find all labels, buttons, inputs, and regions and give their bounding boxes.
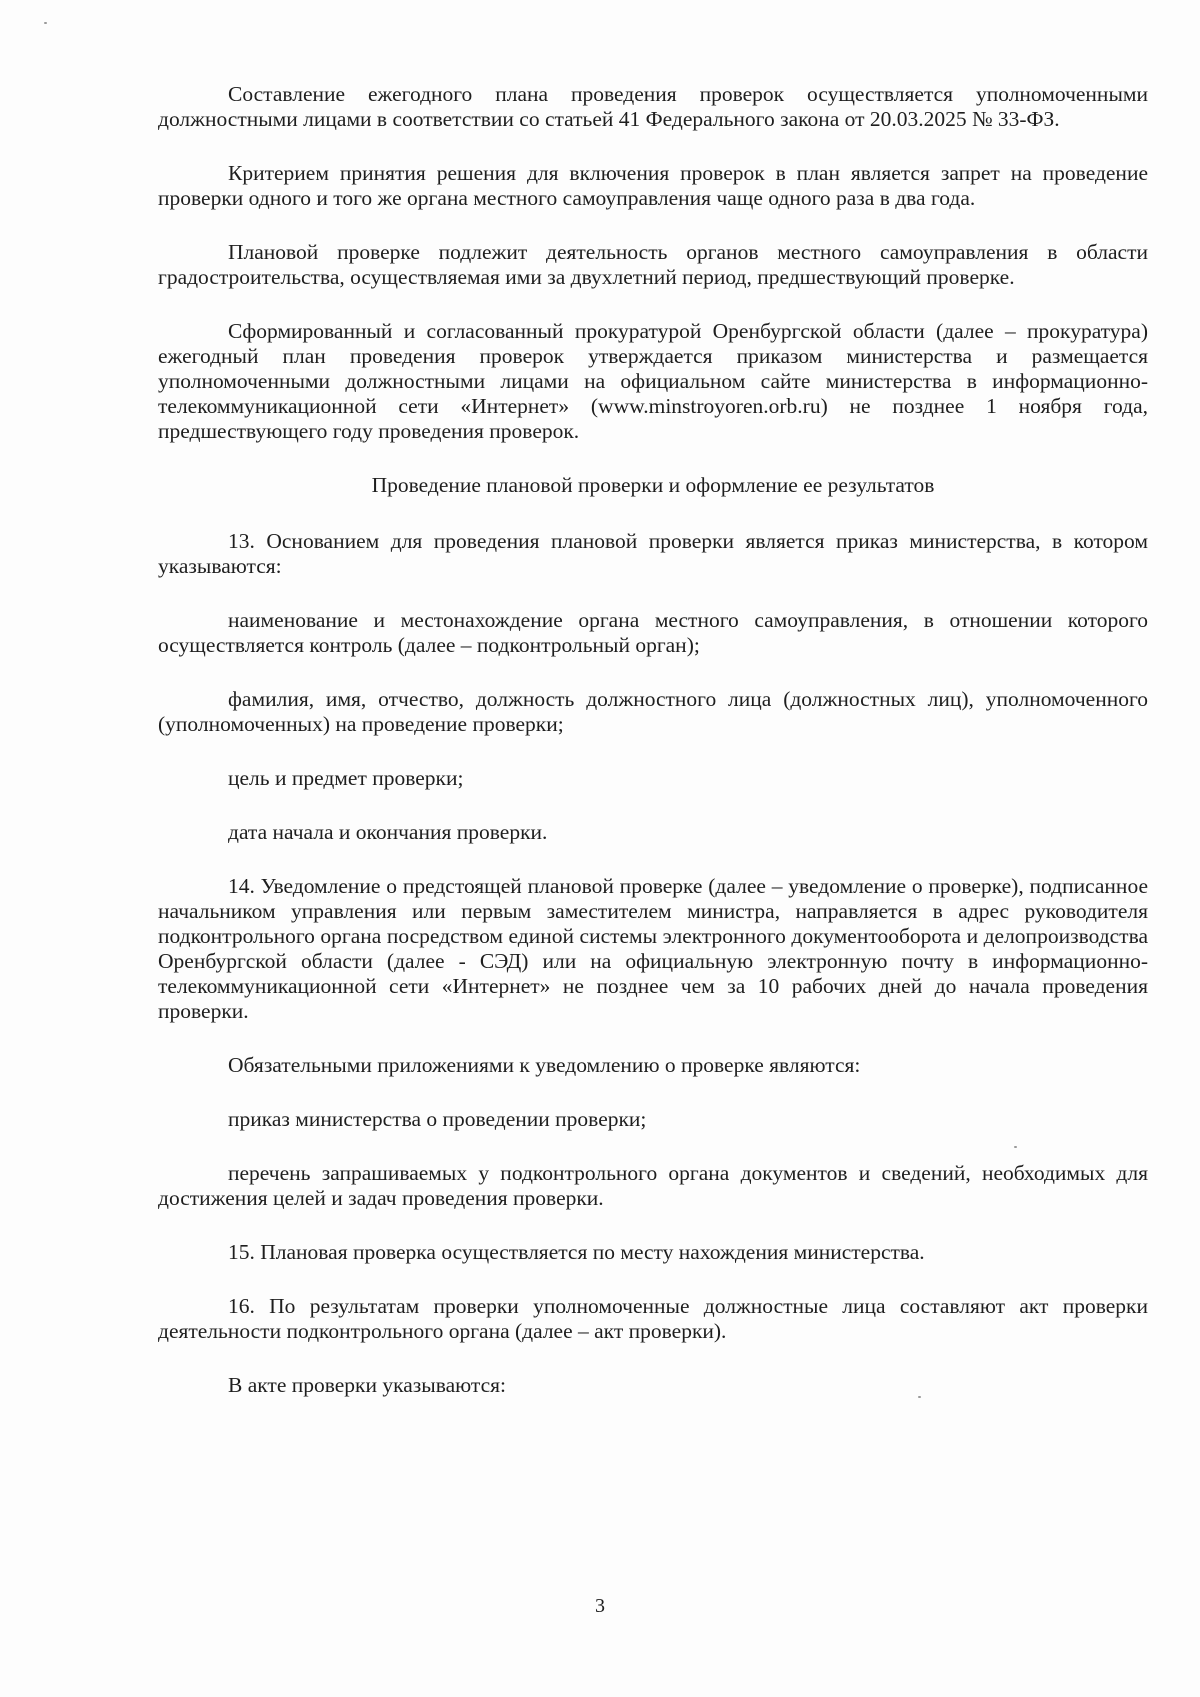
section-heading: Проведение плановой проверки и оформление ее результатов	[371, 473, 935, 497]
list-item-officials: фамилия, имя, отчество, должность должностного лица (должностных лиц), уполномоченного (уполномоченных) на проведение проверки;	[158, 687, 1148, 736]
paragraph-plan-approval: Сформированный и согласованный прокуратурой Оренбургской области (далее – прокуратура) ежегодный план проведения проверок утверждается приказом министерства и размещается уполномоченными должностными лицами на официальном сайте министерства в информационно-телекоммуникационной сети «Интернет» (www.minstroyoren.orb.ru) не позднее 1 ноября года, предшествующего году проведения проверок.	[158, 319, 1148, 443]
document-body	[158, 82, 1148, 1427]
paragraph-plan-compilation: Составление ежегодного плана проведения проверок осуществляется уполномоченными должностными лицами в соответствии со статьей 41 Федерального закона от 20.03.2025 № 33-ФЗ.	[158, 82, 1148, 131]
paragraph-act-contents: В акте проверки указываются:	[228, 1373, 506, 1397]
paragraph-15: 15. Плановая проверка осуществляется по месту нахождения министерства.	[228, 1240, 925, 1264]
list-item-goal-subject: цель и предмет проверки;	[228, 766, 464, 790]
paragraph-planned-inspection-scope: Плановой проверке подлежит деятельность органов местного самоуправления в области градостроительства, осуществляемая ими за двухлетний период, предшествующий проверке.	[158, 240, 1148, 289]
paragraph-13: 13. Основанием для проведения плановой проверки является приказ министерства, в котором указываются:	[158, 529, 1148, 578]
list-item-document-list: перечень запрашиваемых у подконтрольного органа документов и сведений, необходимых для достижения целей и задач проведения проверки.	[158, 1161, 1148, 1210]
paragraph-mandatory-attachments: Обязательными приложениями к уведомлению о проверке являются:	[228, 1053, 861, 1077]
list-item-order: приказ министерства о проведении проверки;	[228, 1107, 647, 1131]
list-item-name-location: наименование и местонахождение органа местного самоуправления, в отношении которого осуществляется контроль (далее – подконтрольный орган);	[158, 608, 1148, 657]
page-number: 3	[595, 1595, 605, 1617]
paragraph-16: 16. По результатам проверки уполномоченные должностные лица составляют акт проверки деятельности подконтрольного органа (далее – акт проверки).	[158, 1294, 1148, 1343]
scan-speck	[44, 22, 47, 24]
list-item-dates: дата начала и окончания проверки.	[228, 820, 548, 844]
paragraph-inclusion-criterion: Критерием принятия решения для включения проверок в план является запрет на проведение проверки одного и того же органа местного самоуправления чаще одного раза в два года.	[158, 161, 1148, 210]
paragraph-14: 14. Уведомление о предстоящей плановой проверке (далее – уведомление о проверке), подписанное начальником управления или первым заместителем министра, направляется в адрес руководителя подконтрольного органа посредством единой системы электронного документооборота и делопроизводства Оренбургской области (далее - СЭД) или на официальную электронную почту в информационно-телекоммуникационной сети «Интернет» не позднее чем за 10 рабочих дней до начала проведения проверки.	[158, 874, 1148, 1023]
